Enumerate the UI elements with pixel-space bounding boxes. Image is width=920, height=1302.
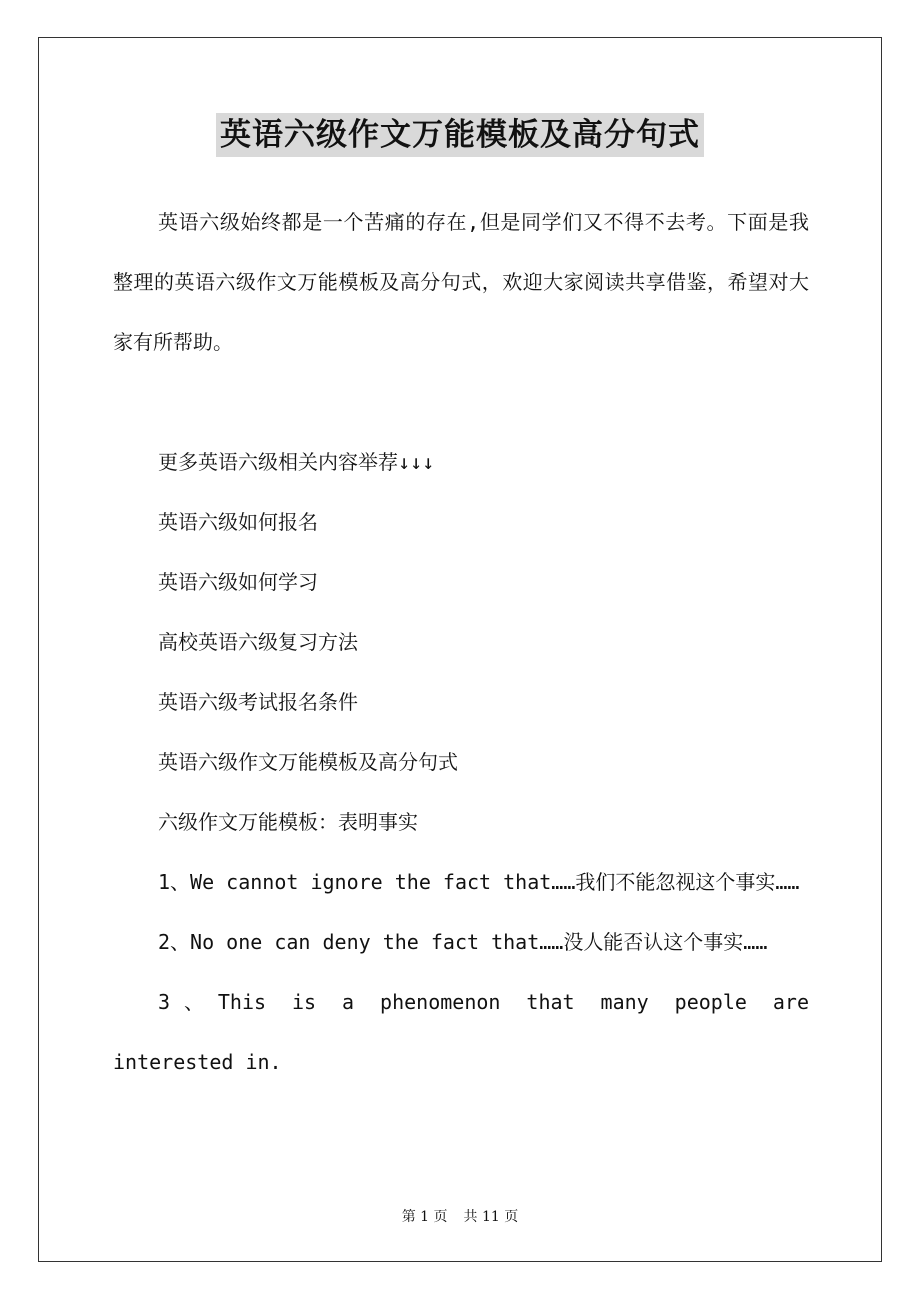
related-link-review[interactable]: 高校英语六级复习方法 [158,630,358,654]
related-link-study[interactable]: 英语六级如何学习 [158,570,318,594]
document-title: 英语六级作文万能模板及高分句式 [216,113,704,157]
page-number: 第 1 页 [401,1209,448,1225]
document-title-wrap [0,113,920,157]
intro-paragraph: 英语六级始终都是一个苦痛的存在,但是同学们又不得不去考。下面是我整理的英语六级作文万能模板及高分句式，欢迎大家阅读共享借鉴，希望对大家有所帮助。 [113,210,809,354]
page-total: 共 11 页 [463,1209,519,1225]
sentence-item: 3、This is a phenomenon that many people are interested in. [113,990,809,1074]
document-body [113,192,809,1092]
page-footer [0,1206,920,1226]
related-link-register[interactable]: 英语六级如何报名 [158,510,318,534]
sentence-item: 2、No one can deny the fact that……没人能否认这个事实…… [158,930,768,954]
section-heading: 六级作文万能模板：表明事实 [158,810,418,834]
related-link-conditions[interactable]: 英语六级考试报名条件 [158,690,358,714]
paragraph-gap [113,372,809,432]
sentence-item: 1、We cannot ignore the fact that……我们不能忽视这个事实…… [158,870,800,894]
related-link-templates[interactable]: 英语六级作文万能模板及高分句式 [158,750,458,774]
recommend-heading: 更多英语六级相关内容举荐↓↓↓ [158,450,435,474]
